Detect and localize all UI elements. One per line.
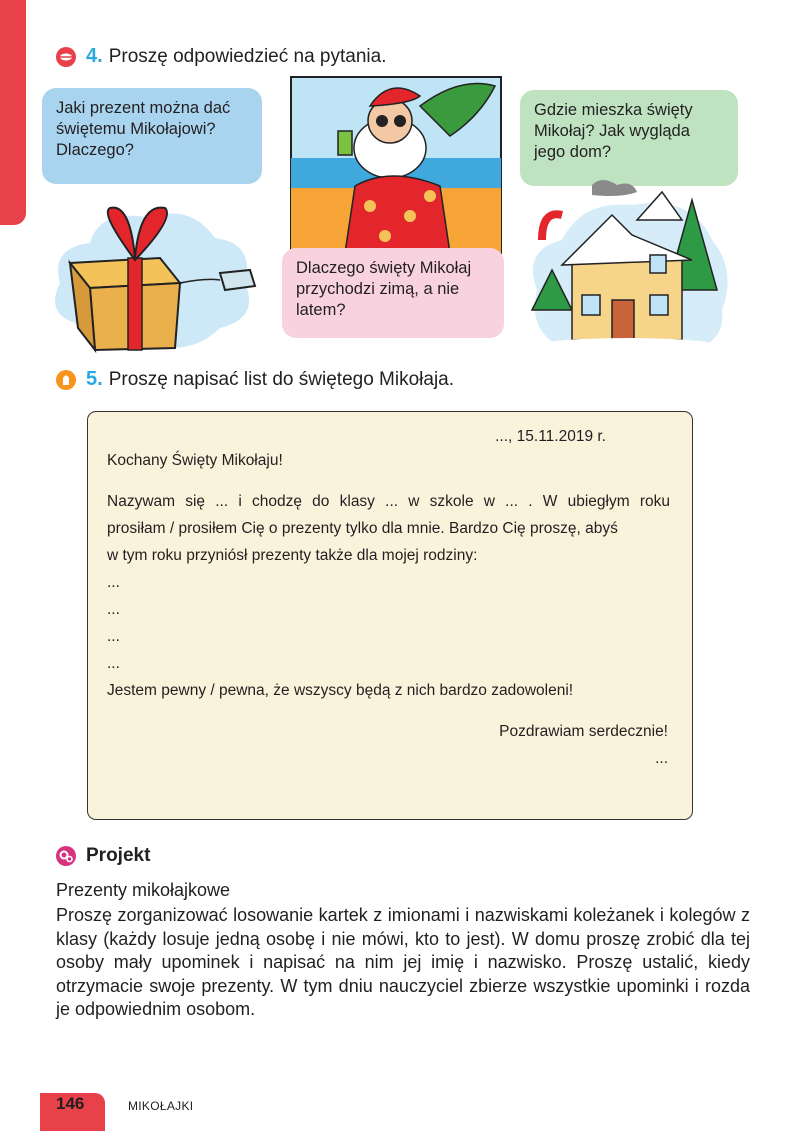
letter-line: Nazywam się ... i chodzę do klasy ... w szkole w ... . W ubiegłym roku	[107, 493, 670, 510]
letter-list-item: ...	[107, 574, 120, 591]
letter-regards: Pozdrawiam serdecznie!	[499, 723, 668, 740]
bubble-line: Jaki prezent można dać	[56, 99, 231, 117]
project-heading-label: Projekt	[86, 845, 151, 866]
bubble-line: Dlaczego święty Mikołaj	[296, 259, 472, 277]
letter-closing: Jestem pewny / pewna, że wszyscy będą z nich bardzo zadowoleni!	[107, 682, 574, 699]
gift-illustration	[40, 188, 270, 358]
writing-hand-icon	[56, 370, 76, 390]
exercise-number: 5.	[86, 368, 103, 390]
letter-list-item: ...	[107, 655, 120, 672]
letter-line: prosiłam / prosiłem Cię o prezenty tylko dla mnie. Bardzo Cię proszę, abyś	[107, 520, 618, 537]
letter-line: w tym roku przyniósł prezenty także dla mojej rodziny:	[107, 547, 478, 564]
bubble-line: latem?	[296, 301, 346, 319]
project-body: Proszę zorganizować losowanie kartek z imionami i nazwiskami koleżanek i kolegów z klasy (każdy losuje jedną osobę i nie mówi, kto to jest). W domu proszę zrobić dla tej osoby mały upominek i napisać na nim jej imię i nazwisko. Proszę ustalić, kiedy otrzymacie swoje prezenty. W tym dniu nauczyciel zbierze wszystkie upominki i rozda je odpowiednim osobom.	[56, 905, 750, 1019]
letter-list-item: ...	[107, 628, 120, 645]
page-number: 146	[56, 1094, 85, 1113]
gears-icon	[56, 846, 76, 866]
santa-house-illustration	[522, 180, 732, 358]
bubble-line: jego dom?	[534, 143, 612, 161]
bubble-line: świętemu Mikołajowi?	[56, 120, 216, 138]
bubble-line: Gdzie mieszka święty	[534, 101, 693, 119]
exercise-4-heading	[56, 45, 386, 68]
santa-beach-illustration	[290, 76, 502, 254]
project-heading	[56, 845, 150, 867]
letter-greeting: Kochany Święty Mikołaju!	[107, 452, 283, 469]
exercise-title: Proszę napisać list do świętego Mikołaja.	[108, 368, 455, 390]
exercise-number: 4.	[86, 45, 103, 67]
bubble-line: przychodzi zimą, a nie	[296, 280, 460, 298]
speech-mouth-icon	[56, 47, 76, 67]
section-name: MIKOŁAJKI	[128, 1099, 194, 1113]
side-tab	[0, 0, 26, 225]
letter-list-item: ...	[107, 601, 120, 618]
exercise-title: Proszę odpowiedzieć na pytania.	[108, 45, 387, 67]
question-bubble-gift	[42, 88, 262, 184]
exercise-5-heading	[56, 368, 454, 391]
bubble-line: Mikołaj? Jak wygląda	[534, 122, 690, 140]
question-bubble-house	[520, 90, 738, 186]
letter-signature: ...	[655, 750, 668, 767]
bubble-line: Dlaczego?	[56, 141, 134, 159]
letter-template	[87, 411, 693, 820]
project-title: Prezenty mikołajkowe	[56, 880, 231, 900]
letter-date: ..., 15.11.2019 r.	[495, 428, 606, 445]
question-bubble-season	[282, 248, 504, 338]
